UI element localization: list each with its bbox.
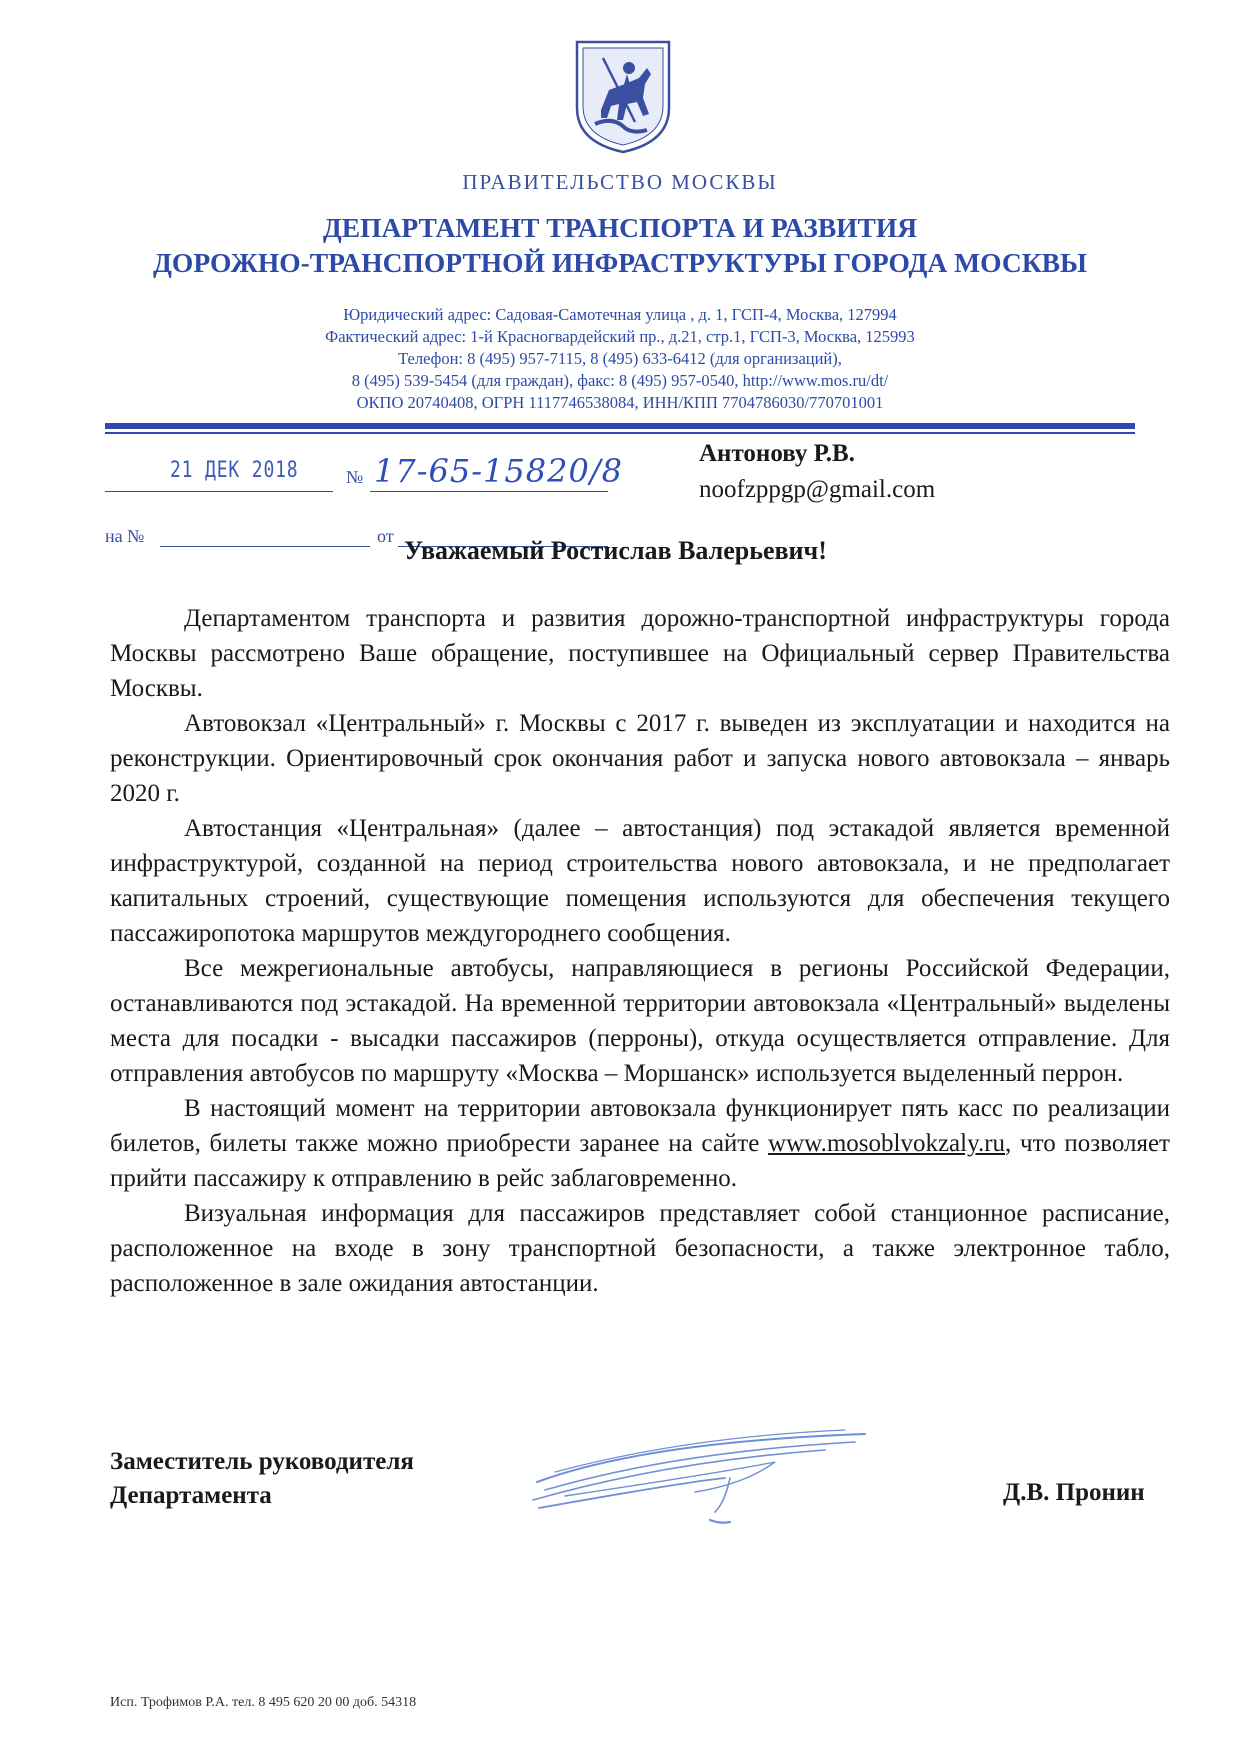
address-line: 8 (495) 539-5454 (для граждан), факс: 8 (495) 957-0540, http://www.mos.ru/dt/ <box>351 371 889 390</box>
address-line: Телефон: 8 (495) 957-7115, 8 (495) 633-6412 (для организаций), <box>398 349 842 368</box>
signer-title-line2: Департамента <box>110 1482 272 1509</box>
reference-number-line <box>160 546 370 547</box>
recipient-block <box>699 436 935 508</box>
body-paragraph <box>110 1091 1170 1196</box>
registration-number-label: № <box>346 467 364 487</box>
salutation: Уважаемый Ростислав Валерьевич! <box>404 536 827 565</box>
department-title-line1: ДЕПАРТАМЕНТ ТРАНСПОРТА И РАЗВИТИЯ <box>322 212 918 243</box>
government-title: ПРАВИТЕЛЬСТВО МОСКВЫ <box>462 170 778 194</box>
registration-number-line <box>370 491 608 492</box>
registration-number: 17-65-15820/8 <box>374 452 623 490</box>
body-paragraph: Автостанция «Центральная» (далее – автостанция) под эстакадой является временной инфраструктурой, созданной на период строительства нового автовокзала, и не предполагает капитальных строений, существующие помещения используются для обеспечения текущего пассажиропотока маршрутов междугороднего сообщения. <box>110 815 1170 947</box>
body-paragraph: Все межрегиональные автобусы, направляющиеся в регионы Российской Федерации, останавливаются под эстакадой. На временной территории автовокзала «Центральный» выделены места для посадки - высадки пассажиров (перроны), откуда осуществляется отправление. Для отправления автобусов по маршруту «Москва – Моршанск» используется выделенный перрон. <box>110 955 1170 1087</box>
address-line: Юридический адрес: Садовая-Самотечная улица , д. 1, ГСП-4, Москва, 127994 <box>343 305 897 324</box>
signer-title <box>110 1445 414 1513</box>
registration-date-stamp: 21 ДЕК 2018 <box>170 458 299 483</box>
signer-title-line1: Заместитель руководителя <box>110 1448 414 1475</box>
body-paragraph: Автовокзал «Центральный» г. Москвы с 2017 г. выведен из эксплуатации и находится на реконструкции. Ориентировочный срок окончания работ и запуска нового автовокзала – январь 2020 г. <box>110 710 1170 807</box>
header-divider-thick <box>105 423 1135 429</box>
address-line: ОКПО 20740408, ОГРН 1117746538084, ИНН/КПП 7704786030/770701001 <box>356 393 884 412</box>
department-title-line2: ДОРОЖНО-ТРАНСПОРТНОЙ ИНФРАСТРУКТУРЫ ГОРОДА МОСКВЫ <box>153 247 1087 278</box>
recipient-name: Антонову Р.В. <box>699 440 855 467</box>
department-title <box>0 210 1240 280</box>
body-paragraph: Департаментом транспорта и развития дорожно-транспортной инфраструктуры города Москвы рассмотрено Ваше обращение, поступившее на Официальный сервер Правительства Москвы. <box>110 605 1170 702</box>
signer-name: Д.В. Пронин <box>1003 1479 1145 1506</box>
handwritten-signature <box>525 1412 875 1537</box>
body-text-span: В настоящий момент на территории автовокзала функционирует пять касс по реализации билетов, билеты также можно приобрести заранее на сайте <box>110 1095 1170 1157</box>
executor-info: Исп. Трофимов Р.А. тел. 8 495 620 20 00 доб. 54318 <box>110 1695 417 1710</box>
reference-date-label: от <box>377 526 394 546</box>
address-line: Фактический адрес: 1-й Красногвардейский пр., д.21, стр.1, ГСП-3, Москва, 125993 <box>325 327 915 346</box>
moscow-coat-of-arms-icon <box>573 38 673 156</box>
reference-number-label: на № <box>105 526 145 546</box>
header-divider-thin <box>105 432 1135 434</box>
body-paragraph: Визуальная информация для пассажиров представляет собой станционное расписание, расположенное на входе в зону транспортной безопасности, а также электронное табло, расположенное в зале ожидания автостанции. <box>110 1200 1170 1297</box>
letter-body <box>110 601 1170 1301</box>
department-address <box>0 304 1240 414</box>
body-text-span: , что позволяет прийти пассажиру к отправлению в рейс заблаговременно. <box>110 1130 1170 1192</box>
website-link[interactable]: www.mosoblvokzaly.ru <box>768 1130 1006 1157</box>
recipient-email: noofzppgp@gmail.com <box>699 476 936 503</box>
registration-date-line <box>105 491 333 492</box>
